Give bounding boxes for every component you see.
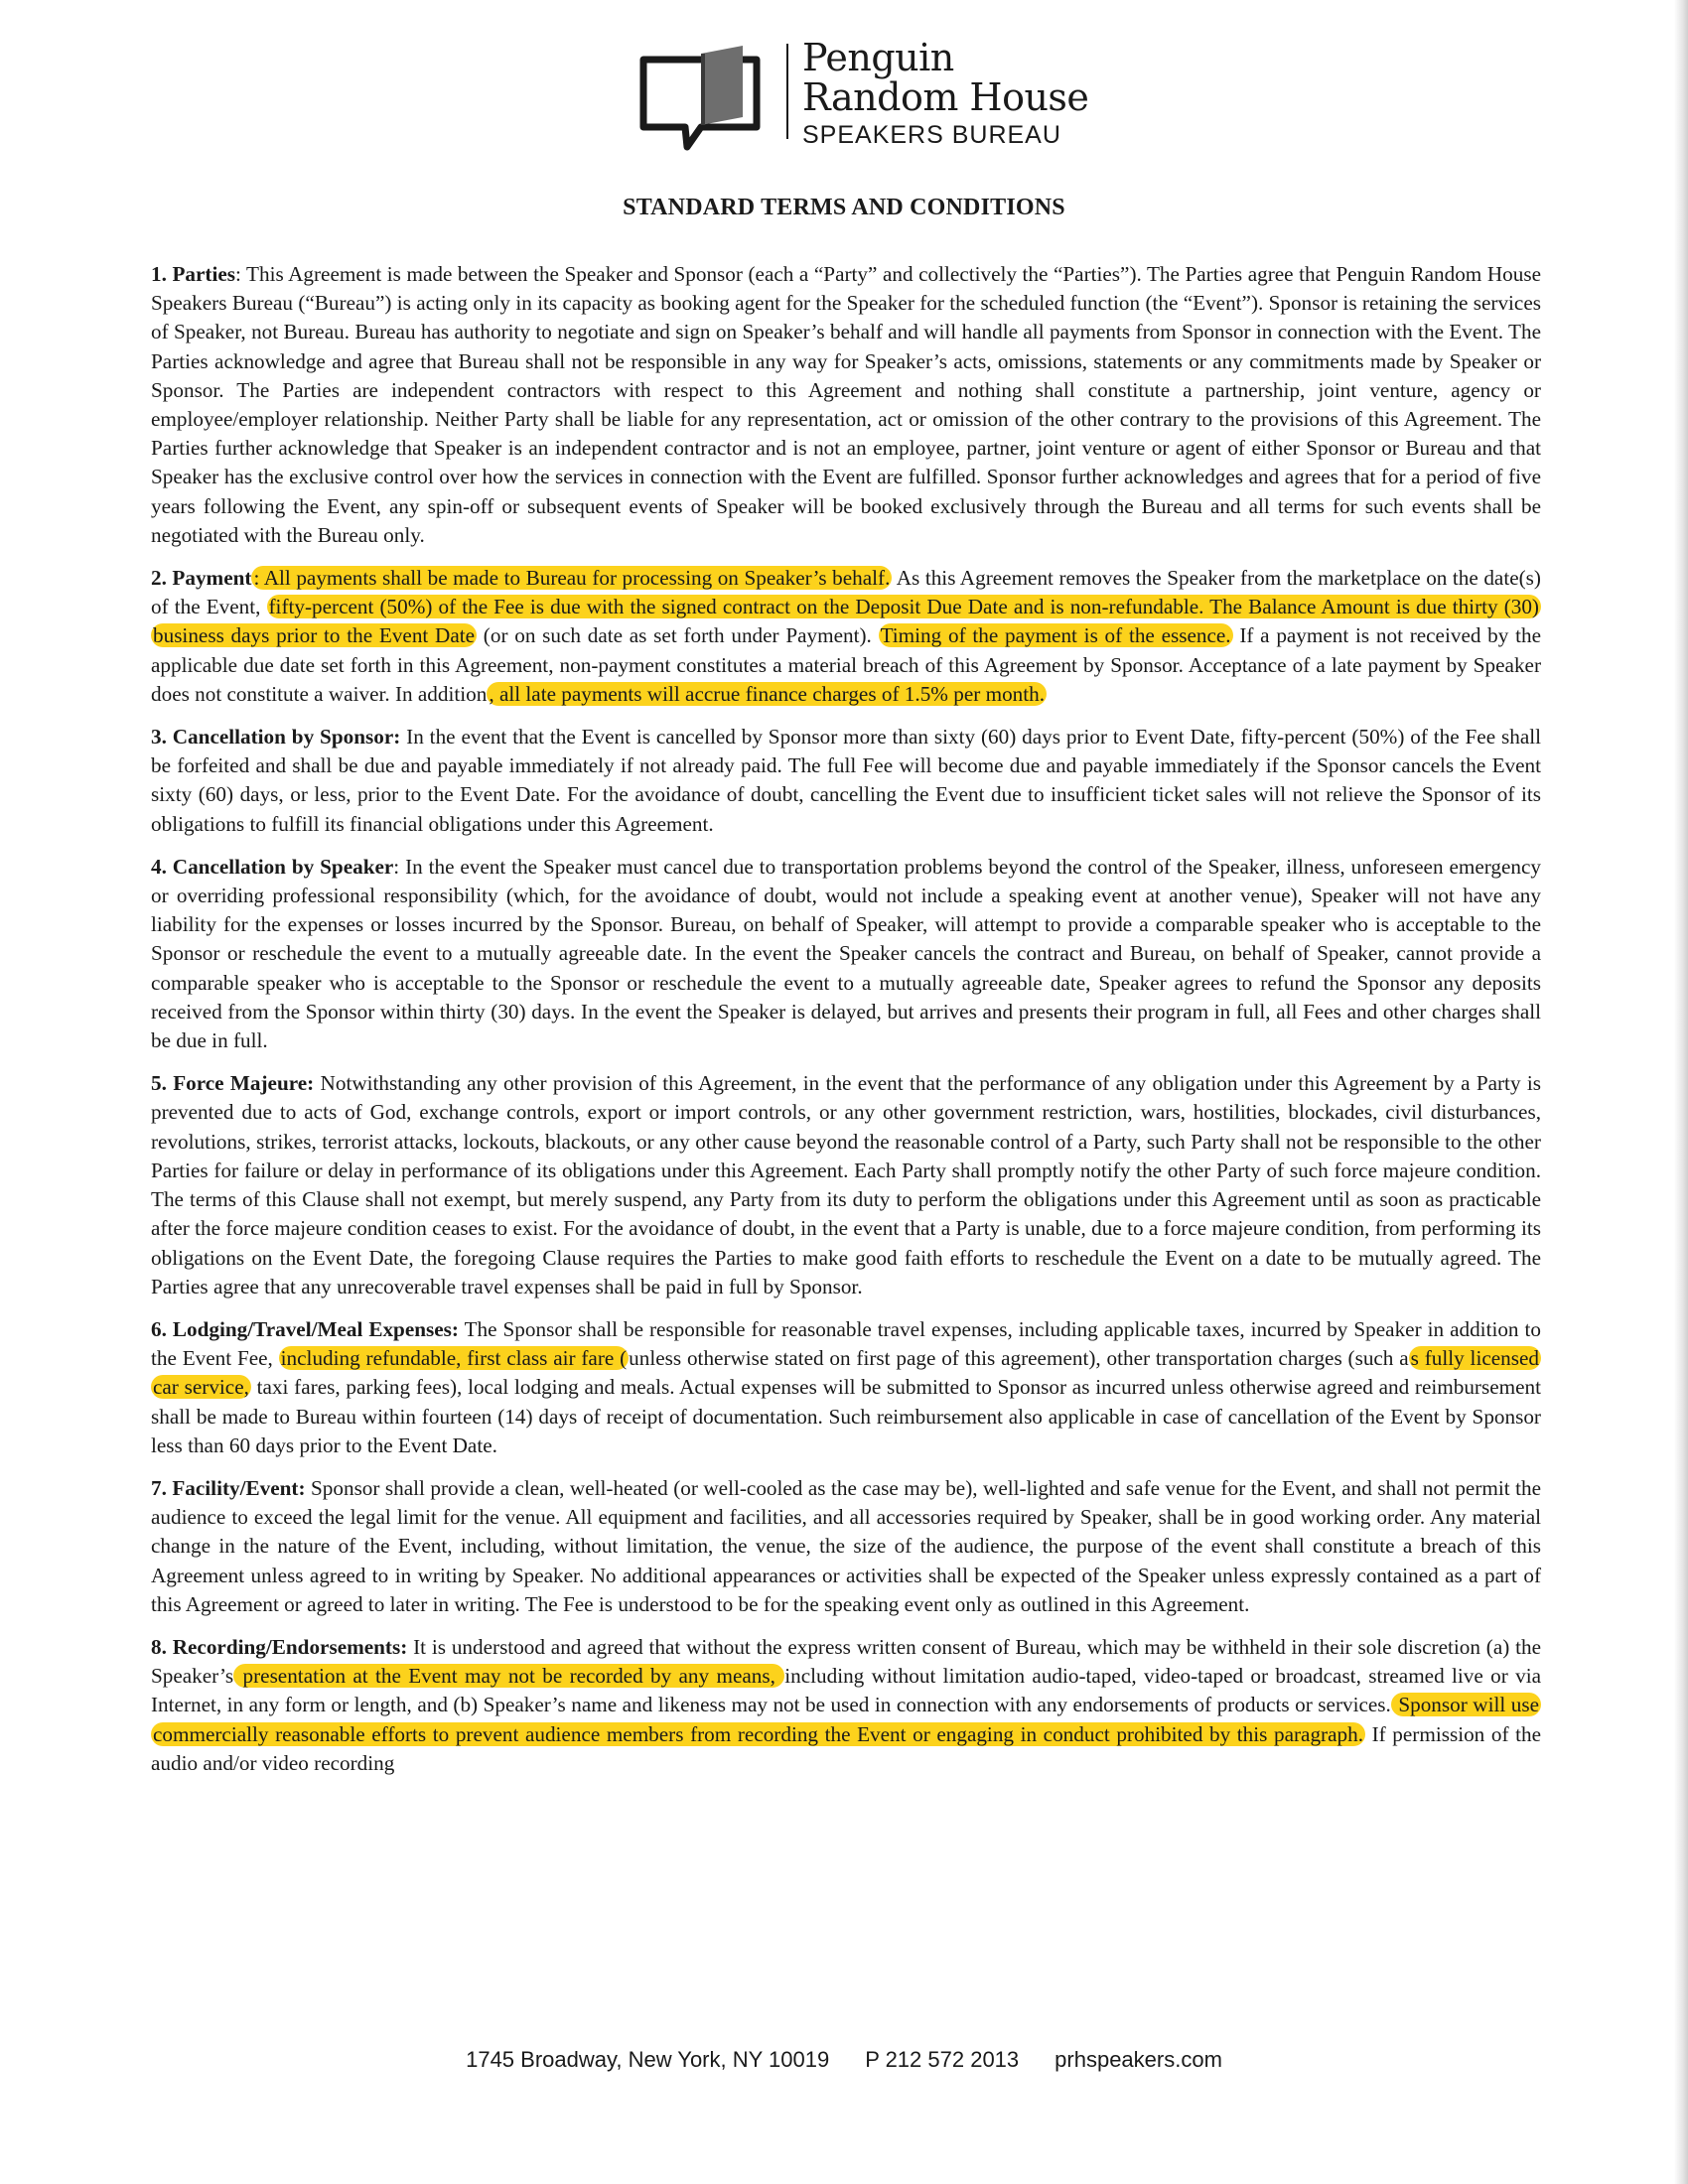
highlighted-text: Sponsor will use commercially reasonable efforts to prevent audience members from recording the Event or engaging in conduct prohibited by this paragraph. (153, 1693, 1539, 1746)
section-text: If a payment is not received by the applicable due date set forth in this Agreement, non-payment constitutes a material breach of this Agreement by Sponsor. Acceptance of a late payment by Speaker does not constitute a waiver. In addition (151, 623, 1541, 706)
section-heading: 8. Recording/Endorsements: (151, 1634, 408, 1659)
section-heading: 5. Force Majeure: (151, 1071, 315, 1096)
section-text: taxi fares, parking fees), local lodging and meals. Actual expenses will be submitted to Sponsor as incurred unless otherwise agreed and reimbursement shall be made to Bureau within fourteen (14) days of receipt of documentation. Such reimbursement also applicable in case of cancellation of the Event by Sponsor less than 60 days prior to the Event Date. (151, 1375, 1541, 1457)
highlighted-text: including refundable, first class air fare ( (280, 1346, 628, 1371)
section-heading: 4. Cancellation by Speaker (151, 854, 394, 879)
logo-wordmark (802, 38, 1088, 151)
section-recording-endorsements (151, 1633, 1541, 1778)
section-payment (151, 564, 1541, 709)
section-text: As this Agreement removes the Speaker from the marketplace on the date(s) of the Event, (151, 566, 1541, 619)
highlighted-text: s fully licensed car service, (153, 1346, 1539, 1400)
section-lodging-travel-meal (151, 1315, 1541, 1460)
logo-divider (786, 44, 788, 139)
section-text: : This Agreement is made between the Speaker and Sponsor (each a “Party” and collectively the “Parties”). The Parties agree that Penguin Random House Speakers Bureau (“Bureau”) is acting only in its capacity as booking agent for the Speaker for the scheduled function (the “Event”). Sponsor is retaining the services of Speaker, not Bureau. Bureau has authority to negotiate and sign on Speaker’s behalf and will handle all payments from Sponsor in connection with the Event. The Parties acknowledge and agree that Bureau shall not be responsible in any way for Speaker’s acts, omissions, statements or any commitments made by Speaker or Sponsor. The Parties are independent contractors with respect to this Agreement and nothing shall constitute a partnership, joint venture, agency or employee/employer relationship. Neither Party shall be liable for any representation, act or omission of the other contrary to the provisions of this Agreement. The Parties further acknowledge that Speaker is an independent contractor and is not an employee, partner, joint venture or agent of either Sponsor or Bureau and that Speaker has the exclusive control over how the services in connection with the Event are fulfilled. Sponsor further acknowledges and agrees that for a period of five years following the Event, any spin-off or subsequent events of Speaker will be booked exclusively through the Bureau and all terms for such events shall be negotiated with the Bureau only. (151, 262, 1541, 547)
speech-bubble-book-icon (635, 44, 765, 155)
section-heading: 2. Payment (151, 566, 252, 591)
footer-address: 1745 Broadway, New York, NY 10019 (466, 2047, 830, 2072)
logo-line-random-house: Random House (802, 75, 1089, 119)
section-text: including without limitation audio-taped, video-taped or broadcast, streamed live or via Internet, in any form or length, and (b) Speaker’s name and likeness may not be used in connection with any endorsements of products or services. (151, 1664, 1541, 1717)
section-force-majeure (151, 1069, 1541, 1301)
highlighted-text: : All payments shall be made to Bureau for processing on Speaker’s behalf. (253, 566, 891, 591)
section-text: If permission of the audio and/or video recording (151, 1721, 1541, 1775)
highlighted-text: presentation at the Event may not be recorded by any means, (235, 1664, 783, 1689)
section-facility-event (151, 1474, 1541, 1619)
section-text: Notwithstanding any other provision of this Agreement, in the event that the performance of any obligation under this Agreement by a Party is prevented due to acts of God, exchange controls, export or import controls, or any other government restriction, wars, hostilities, blockades, civil disturbances, revolutions, strikes, terrorist attacks, lockouts, blackouts, or any other cause beyond the reasonable control of a Party, such Party shall not be responsible to the other Parties for failure or delay in performance of its obligations under this Agreement. Each Party shall promptly notify the other Party of such force majeure condition. The terms of this Clause shall not exempt, but merely suspend, any Party from its duty to perform the obligations under this Agreement until as soon as practicable after the force majeure condition ceases to exist. For the avoidance of doubt, in the event that a Party is unable, due to a force majeure condition, from performing its obligations on the Event Date, the foregoing Clause requires the Parties to make good faith efforts to reschedule the Event on a date to be mutually agreed. The Parties agree that any unrecoverable travel expenses shall be paid in full by Sponsor. (151, 1071, 1541, 1298)
footer (0, 2047, 1688, 2073)
highlighted-text: fifty-percent (50%) of the Fee is due with the signed contract on the Deposit Due Date and is non-refundable. The Balance Amount is due thirty (30) business days prior to the Event Date (153, 595, 1539, 648)
section-text: It is understood and agreed that without the express written consent of Bureau, which may be withheld in their sole discretion (a) the Speaker’s (151, 1634, 1541, 1689)
header (635, 36, 1092, 155)
highlighted-text: Timing of the payment is of the essence. (880, 623, 1231, 648)
section-text: Sponsor shall provide a clean, well-heated (or well-cooled as the case may be), well-lighted and safe venue for the Event, and shall not permit the audience to exceed the legal limit for the venue. All equipment and facilities, and all accessories required by Speaker, shall be in good working order. Any material change in the nature of the Event, including, without limitation, the venue, the size of the audience, the purpose of the event shall constitute a breach of this Agreement unless agreed to in writing by Speaker. No additional appearances or activities shall be expected of the Speaker unless expressly contained as a part of this Agreement or agreed to later in writing. The Fee is understood to be for the speaking event only as outlined in this Agreement. (151, 1475, 1541, 1616)
highlighted-text: , all late payments will accrue finance charges of 1.5% per month. (489, 681, 1046, 706)
section-heading: 7. Facility/Event: (151, 1475, 306, 1500)
document-title: STANDARD TERMS AND CONDITIONS (623, 195, 1065, 220)
section-text: : In the event the Speaker must cancel due to transportation problems beyond the control of the Speaker, illness, unforeseen emergency or overriding professional responsibility (which, for the avoidance of doubt, would not include a speaking event at another venue), Speaker will not have any liability for the expenses or losses incurred by the Sponsor. Bureau, on behalf of Speaker, will attempt to provide a comparable speaker who is acceptable to the Sponsor or reschedule the event to a mutually agreeable date. In the event the Speaker cancels the contract and Bureau, on behalf of Speaker, cannot provide a comparable speaker who is acceptable to the Sponsor or reschedule the event to a mutually agreeable date, Speaker agrees to refund the Sponsor any deposits received from the Sponsor within thirty (30) days. In the event the Speaker is delayed, but arrives and presents their program in full, all Fees and other charges shall be due in full. (151, 854, 1541, 1053)
logo-line-speakers-bureau: SPEAKERS BUREAU (802, 121, 1061, 149)
section-heading: 3. Cancellation by Sponsor: (151, 725, 401, 750)
section-text: (or on such date as set forth under Payment). (477, 623, 879, 648)
section-parties (151, 260, 1541, 550)
section-heading: 1. Parties (151, 262, 235, 286)
section-text: unless otherwise stated on first page of this agreement), other transportation charges (such a (629, 1346, 1409, 1371)
page-edge-shadow (1674, 0, 1688, 2184)
section-heading: 6. Lodging/Travel/Meal Expenses: (151, 1316, 459, 1341)
terms-body (151, 260, 1541, 1792)
section-text: The Sponsor shall be responsible for reasonable travel expenses, including applicable taxes, incurred by Speaker in addition to the Event Fee, (151, 1316, 1541, 1371)
footer-website: prhspeakers.com (1055, 2047, 1222, 2072)
section-text: In the event that the Event is cancelled by Sponsor more than sixty (60) days prior to Event Date, fifty-percent (50%) of the Fee shall be forfeited and shall be due and payable immediately if not already paid. The full Fee will become due and payable immediately if the Sponsor cancels the Event sixty (60) days, or less, prior to the Event Date. For the avoidance of doubt, cancelling the Event due to insufficient ticket sales will not relieve the Sponsor of its obligations to fulfill its financial obligations under this Agreement. (151, 725, 1541, 836)
footer-phone: P 212 572 2013 (865, 2047, 1020, 2072)
section-cancellation-by-sponsor (151, 723, 1541, 839)
logo-line-penguin: Penguin (802, 36, 954, 79)
section-cancellation-by-speaker (151, 853, 1541, 1055)
